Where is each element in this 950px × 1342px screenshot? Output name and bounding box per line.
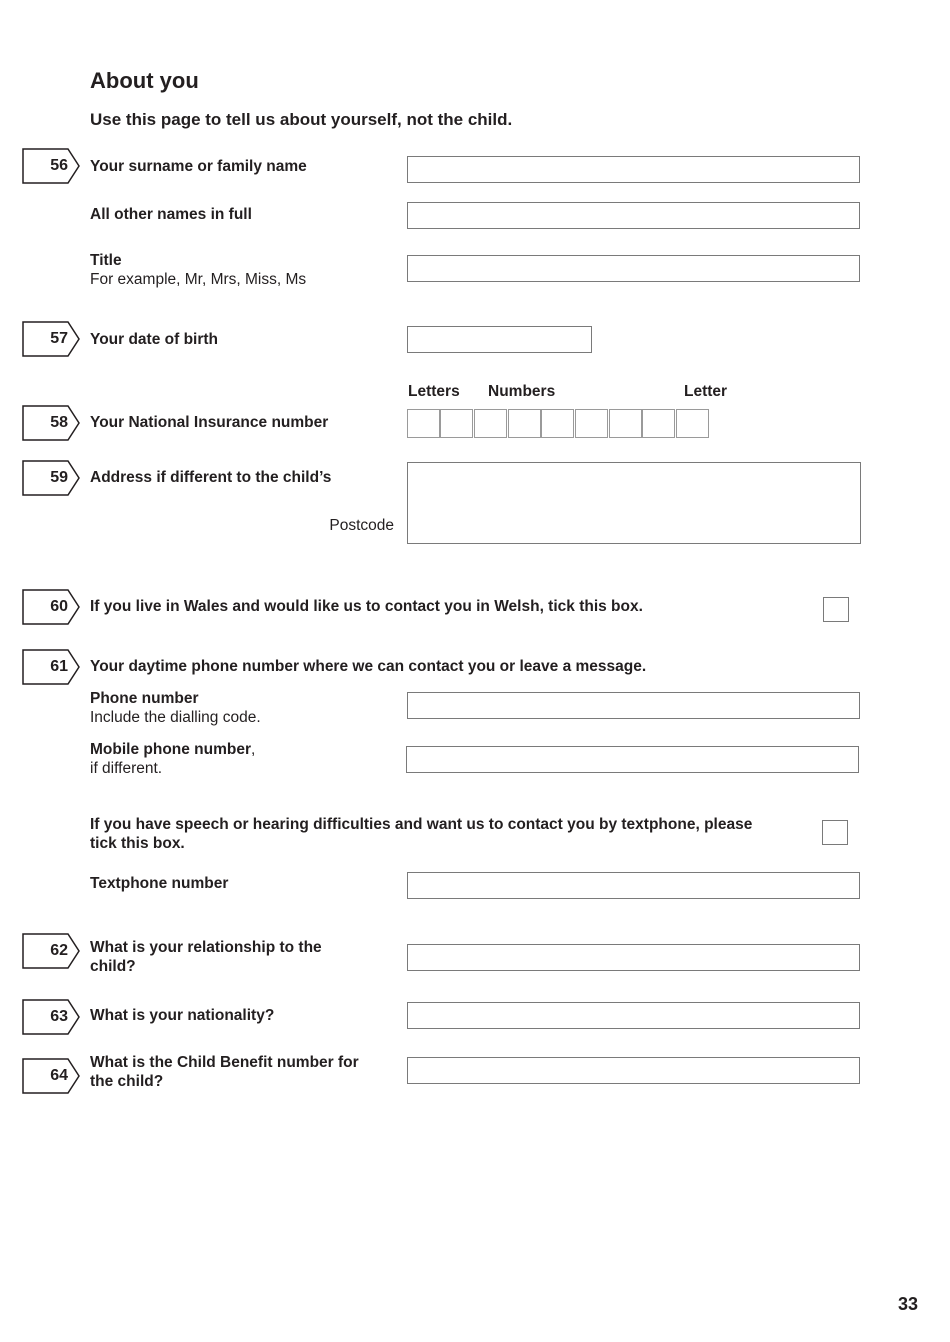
ni-number-box-4[interactable] (575, 409, 608, 438)
relationship-label: What is your relationship to the child? (90, 939, 322, 975)
date-of-birth-input[interactable] (407, 326, 592, 353)
mobile-number-comma: , (251, 741, 256, 758)
question-number-61: 61 (22, 649, 80, 685)
welsh-contact-checkbox[interactable] (823, 597, 849, 622)
question-number-59: 59 (22, 460, 80, 496)
ni-number-box-5[interactable] (609, 409, 642, 438)
textphone-question: If you have speech or hearing difficulties and want us to contact you by textphone, please tick this box. (90, 816, 753, 852)
page-number: 33 (897, 1294, 918, 1314)
ni-numbers-heading: Numbers (488, 383, 556, 400)
welsh-contact-label: If you live in Wales and would like us to contact you in Welsh, tick this box. (90, 598, 643, 615)
ni-number-box-6[interactable] (642, 409, 675, 438)
page-title: About you (90, 68, 199, 93)
textphone-number-label: Textphone number (90, 875, 229, 892)
child-benefit-number-input[interactable] (407, 1057, 860, 1084)
textphone-checkbox[interactable] (822, 820, 848, 845)
ni-number-box-1[interactable] (474, 409, 507, 438)
ni-number-label: Your National Insurance number (90, 414, 329, 431)
question-number-64: 64 (22, 1058, 80, 1094)
question-number-60: 60 (22, 589, 80, 625)
question-number-56: 56 (22, 148, 80, 184)
question-number-62: 62 (22, 933, 80, 969)
nationality-label: What is your nationality? (90, 1007, 275, 1024)
ni-final-letter-box[interactable] (676, 409, 709, 438)
ni-number-box-2[interactable] (508, 409, 541, 438)
ni-letter-box-1[interactable] (407, 409, 440, 438)
phone-number-hint: Include the dialling code. (90, 709, 261, 726)
relationship-input[interactable] (407, 944, 860, 971)
question-number-63: 63 (22, 999, 80, 1035)
daytime-phone-label: Your daytime phone number where we can contact you or leave a message. (90, 658, 647, 675)
surname-label: Your surname or family name (90, 158, 307, 175)
ni-letter-heading: Letter (684, 383, 728, 400)
surname-input[interactable] (407, 156, 860, 183)
phone-number-label-text: Phone number (90, 690, 199, 707)
address-label: Address if different to the child’s (90, 469, 332, 486)
other-names-input[interactable] (407, 202, 860, 229)
mobile-number-label (90, 740, 255, 778)
date-of-birth-label: Your date of birth (90, 331, 219, 348)
ni-letters-heading: Letters (408, 383, 460, 400)
page-intro: Use this page to tell us about yourself, not the child. (90, 110, 513, 129)
title-hint: For example, Mr, Mrs, Miss, Ms (90, 271, 307, 288)
mobile-number-label-text: Mobile phone number (90, 741, 252, 758)
mobile-number-hint: if different. (90, 760, 163, 777)
postcode-label: Postcode (329, 517, 394, 534)
title-label (90, 251, 306, 289)
title-label-text: Title (90, 252, 122, 269)
question-number-58: 58 (22, 405, 80, 441)
phone-number-input[interactable] (407, 692, 860, 719)
textphone-number-input[interactable] (407, 872, 860, 899)
mobile-number-input[interactable] (406, 746, 859, 773)
child-benefit-number-label: What is the Child Benefit number for the child? (90, 1054, 359, 1090)
other-names-label: All other names in full (90, 206, 252, 223)
ni-number-box-3[interactable] (541, 409, 574, 438)
phone-number-label (90, 689, 261, 727)
address-input[interactable] (407, 462, 861, 544)
ni-letter-box-2[interactable] (440, 409, 473, 438)
title-input[interactable] (407, 255, 860, 282)
nationality-input[interactable] (407, 1002, 860, 1029)
question-number-57: 57 (22, 321, 80, 357)
